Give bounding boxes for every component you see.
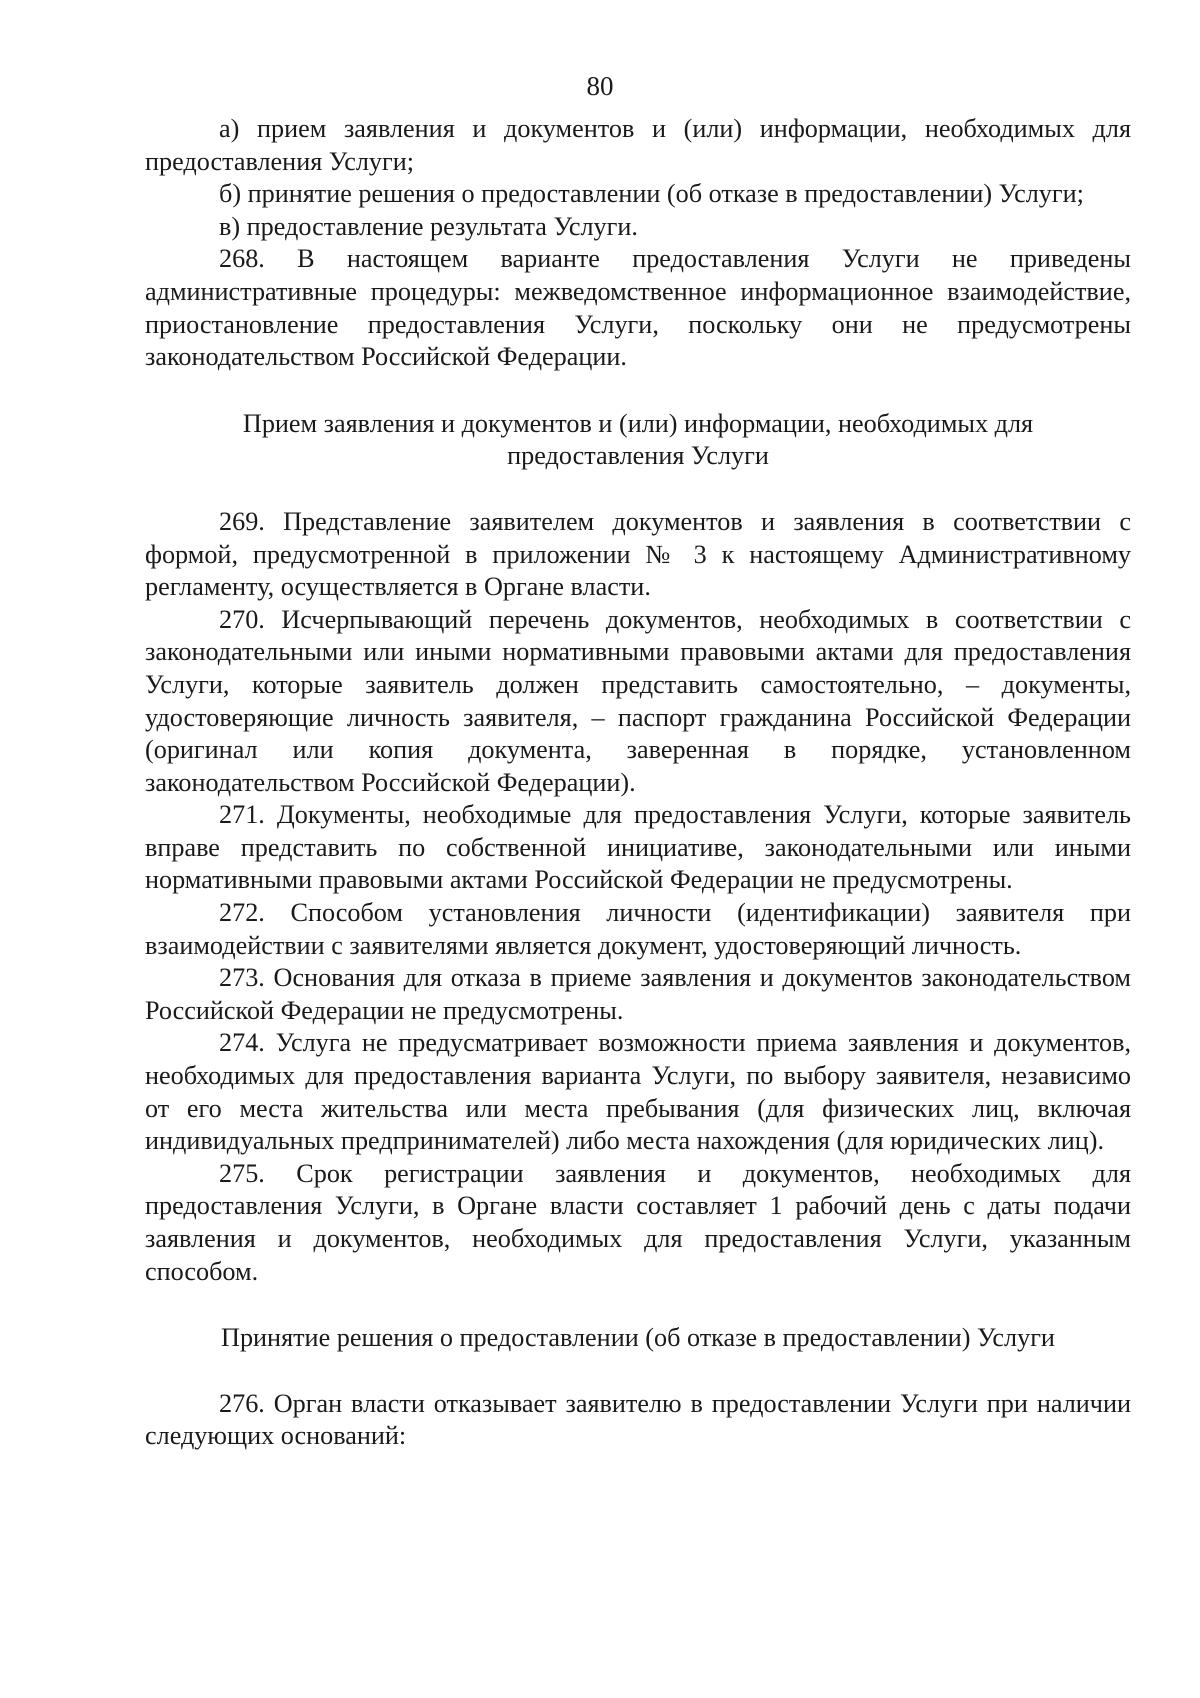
paragraph-274: 274. Услуга не предусматривает возможности приема заявления и документов, необходимых для предоставления варианта Услуги, по выбору заявителя, независимо от его места жительства или места пребывания (для физических лиц, включая индивидуальных предпринимателей) либо места нахождения (для юридических лиц). [145,1028,1131,1156]
paragraph-271: 271. Документы, необходимые для предоставления Услуги, которые заявитель вправе представить по собственной инициативе, законодательными или иными нормативными правовыми актами Российской Федерации не предусмотрены. [145,800,1131,895]
page-number: 80 [586,71,614,101]
paragraph-272: 272. Способом установления личности (идентификации) заявителя при взаимодействии с заявителями является документ, удостоверяющий личность. [145,898,1131,960]
paragraph-item-a: а) прием заявления и документов и (или) информации, необходимых для предоставления Услуги; [145,114,1131,176]
paragraph-273: 273. Основания для отказа в приеме заявления и документов законодательством Российской Федерации не предусмотрены. [145,963,1131,1025]
section-heading-reception: Прием заявления и документов и (или) информации, необходимых для предоставления Услуги [242,408,1034,471]
paragraph-item-c: в) предоставление результата Услуги. [219,211,638,241]
paragraph-275: 275. Срок регистрации заявления и документов, необходимых для предоставления Услуги, в Органе власти составляет 1 рабочий день с даты подачи заявления и документов, необходимых для предоставления Услуги, указанным способом. [145,1158,1131,1286]
document-body [145,113,1131,1453]
paragraph-270: 270. Исчерпывающий перечень документов, необходимых в соответствии с законодательными или иными нормативными правовыми актами для предоставления Услуги, которые заявитель должен представить самостоятельно, – документы, удостоверяющие личность заявителя, – паспорт гражданина Российской Федерации (оригинал или копия документа, заверенная в порядке, установленном законодательством Российской Федерации). [145,604,1131,797]
paragraph-item-b: б) принятие решения о предоставлении (об отказе в предоставлении) Услуги; [219,179,1084,209]
paragraph-276: 276. Орган власти отказывает заявителю в предоставлении Услуги при наличии следующих оснований: [145,1388,1131,1451]
section-heading-decision: Принятие решения о предоставлении (об отказе в предоставлении) Услуги [221,1323,1055,1353]
paragraph-269: 269. Представление заявителем документов и заявления в соответствии с формой, предусмотренной в приложении № 3 к настоящему Административному регламенту, осуществляется в Органе власти. [145,506,1131,602]
paragraph-268: 268. В настоящем варианте предоставления Услуги не приведены административные процедуры: межведомственное информационное взаимодействие, приостановление предоставления Услуги, поскольку они не предусмотрены законодательством Российской Федерации. [145,244,1131,372]
